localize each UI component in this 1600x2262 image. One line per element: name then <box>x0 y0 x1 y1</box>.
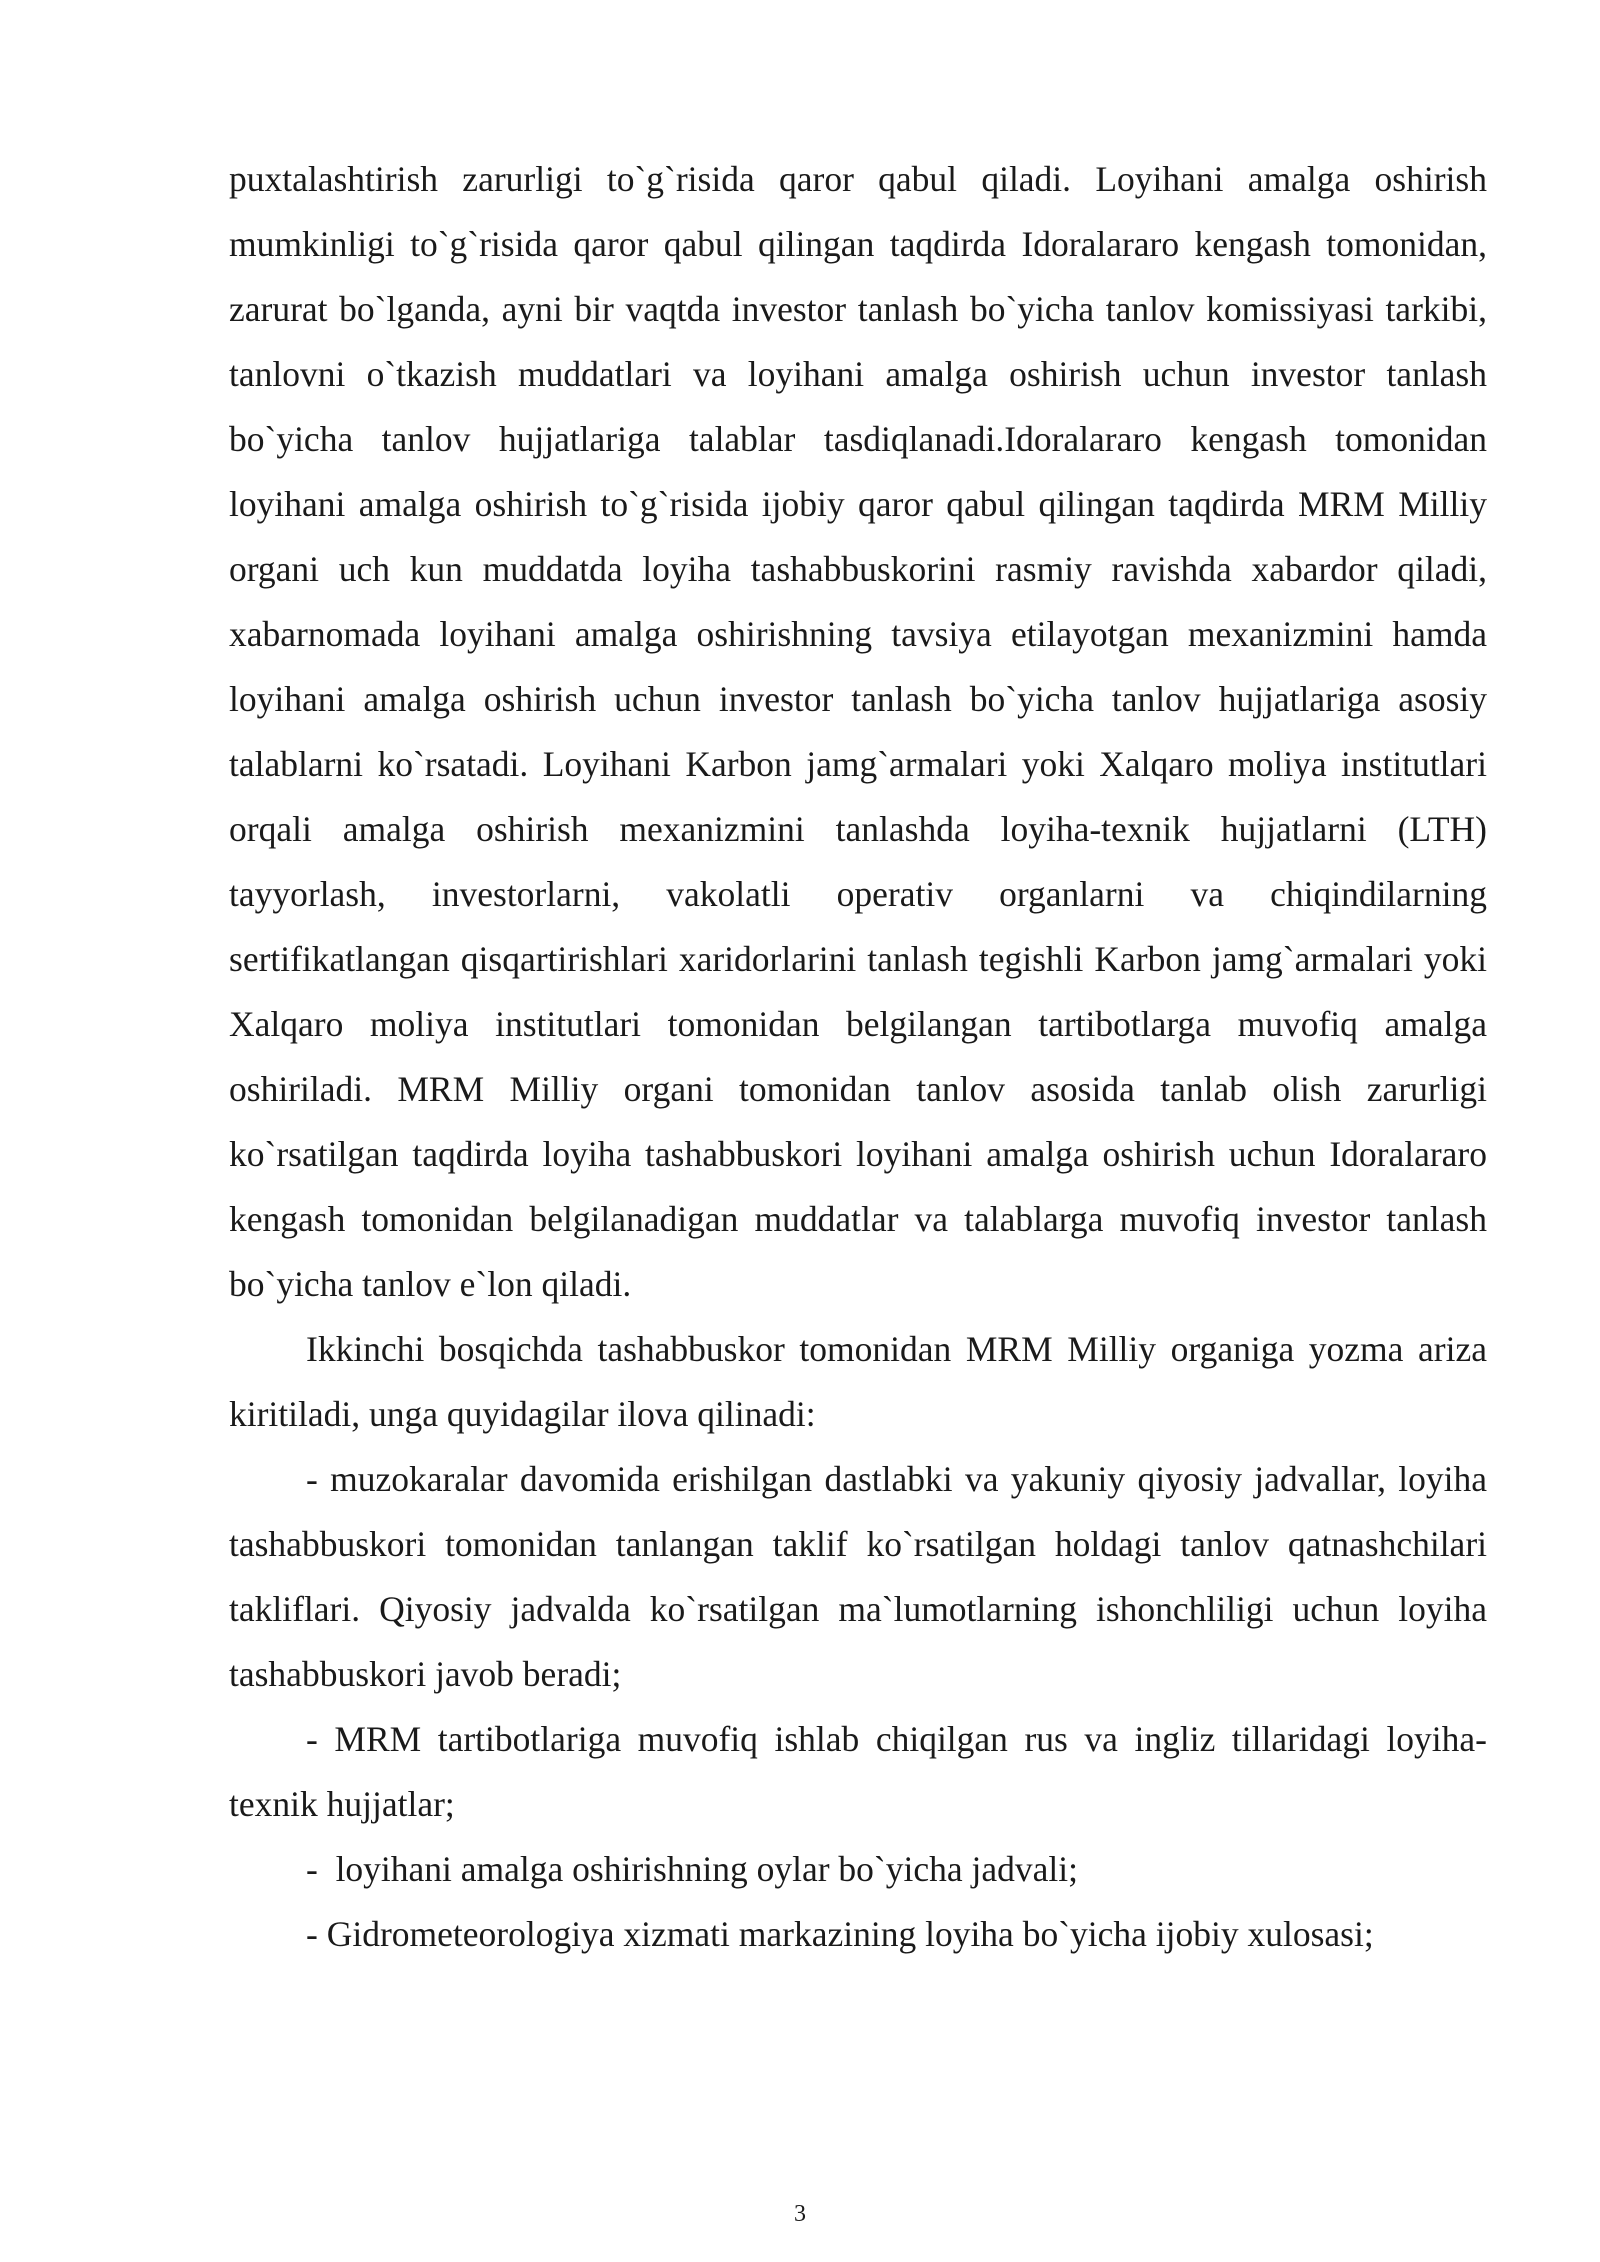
paragraph-project-decision: puxtalashtirish zarurligi to`g`risida qaror qabul qiladi. Loyihani amalga oshirish mumkinligi to`g`risida qaror qabul qilingan taqdirda Idoralararo kengash tomonidan, zarurat bo`lganda, ayni bir vaqtda investor tanlash bo`yicha tanlov komissiyasi tarkibi, tanlovni o`tkazish muddatlari va loyihani amalga oshirish uchun investor tanlash bo`yicha tanlov hujjatlariga talablar tasdiqlanadi.Idoralararo kengash tomonidan loyihani amalga oshirish to`g`risida ijobiy qaror qabul qilingan taqdirda MRM Milliy organi uch kun muddatda loyiha tashabbuskorini rasmiy ravishda xabardor qiladi, xabarnomada loyihani amalga oshirishning tavsiya etilayotgan mexanizmini hamda loyihani amalga oshirish uchun investor tanlash bo`yicha tanlov hujjatlariga asosiy talablarni ko`rsatadi. Loyihani Karbon jamg`armalari yoki Xalqaro moliya institutlari orqali amalga oshirish mexanizmini tanlashda loyiha-texnik hujjatlarni (LTH) tayyorlash, investorlarni, vakolatli operativ organlarni va chiqindilarning sertifikatlangan qisqartirishlari xaridorlarini tanlash tegishli Karbon jamg`armalari yoki Xalqaro moliya institutlari tomonidan belgilangan tartibotlarga muvofiq amalga oshiriladi. MRM Milliy organi tomonidan tanlov asosida tanlab olish zarurligi ko`rsatilgan taqdirda loyiha tashabbuskori loyihani amalga oshirish uchun Idoralararo kengash tomonidan belgilanadigan muddatlar va talablarga muvofiq investor tanlash bo`yicha tanlov e`lon qiladi. <box>229 159 1487 1304</box>
list-item-monthly-schedule: - loyihani amalga oshirishning oylar bo`yicha jadvali; <box>306 1849 1078 1889</box>
document-body <box>229 147 1487 1967</box>
list-item-technical-documents: - MRM tartibotlariga muvofiq ishlab chiqilgan rus va ingliz tillaridagi loyiha-texnik hujjatlar; <box>229 1719 1487 1824</box>
list-item-hydromet-conclusion: - Gidrometeorologiya xizmati markazining loyiha bo`yicha ijobiy xulosasi; <box>306 1914 1374 1954</box>
page-number: 3 <box>794 2201 806 2227</box>
list-item-comparative-tables: - muzokaralar davomida erishilgan dastlabki va yakuniy qiyosiy jadvallar, loyiha tashabbuskori tomonidan tanlangan taklif ko`rsatilgan holdagi tanlov qatnashchilari takliflari. Qiyosiy jadvalda ko`rsatilgan ma`lumotlarning ishonchliligi uchun loyiha tashabbuskori javob beradi; <box>229 1459 1487 1694</box>
paragraph-second-stage: Ikkinchi bosqichda tashabbuskor tomonidan MRM Milliy organiga yozma ariza kiritiladi, unga quyidagilar ilova qilinadi: <box>229 1329 1487 1434</box>
